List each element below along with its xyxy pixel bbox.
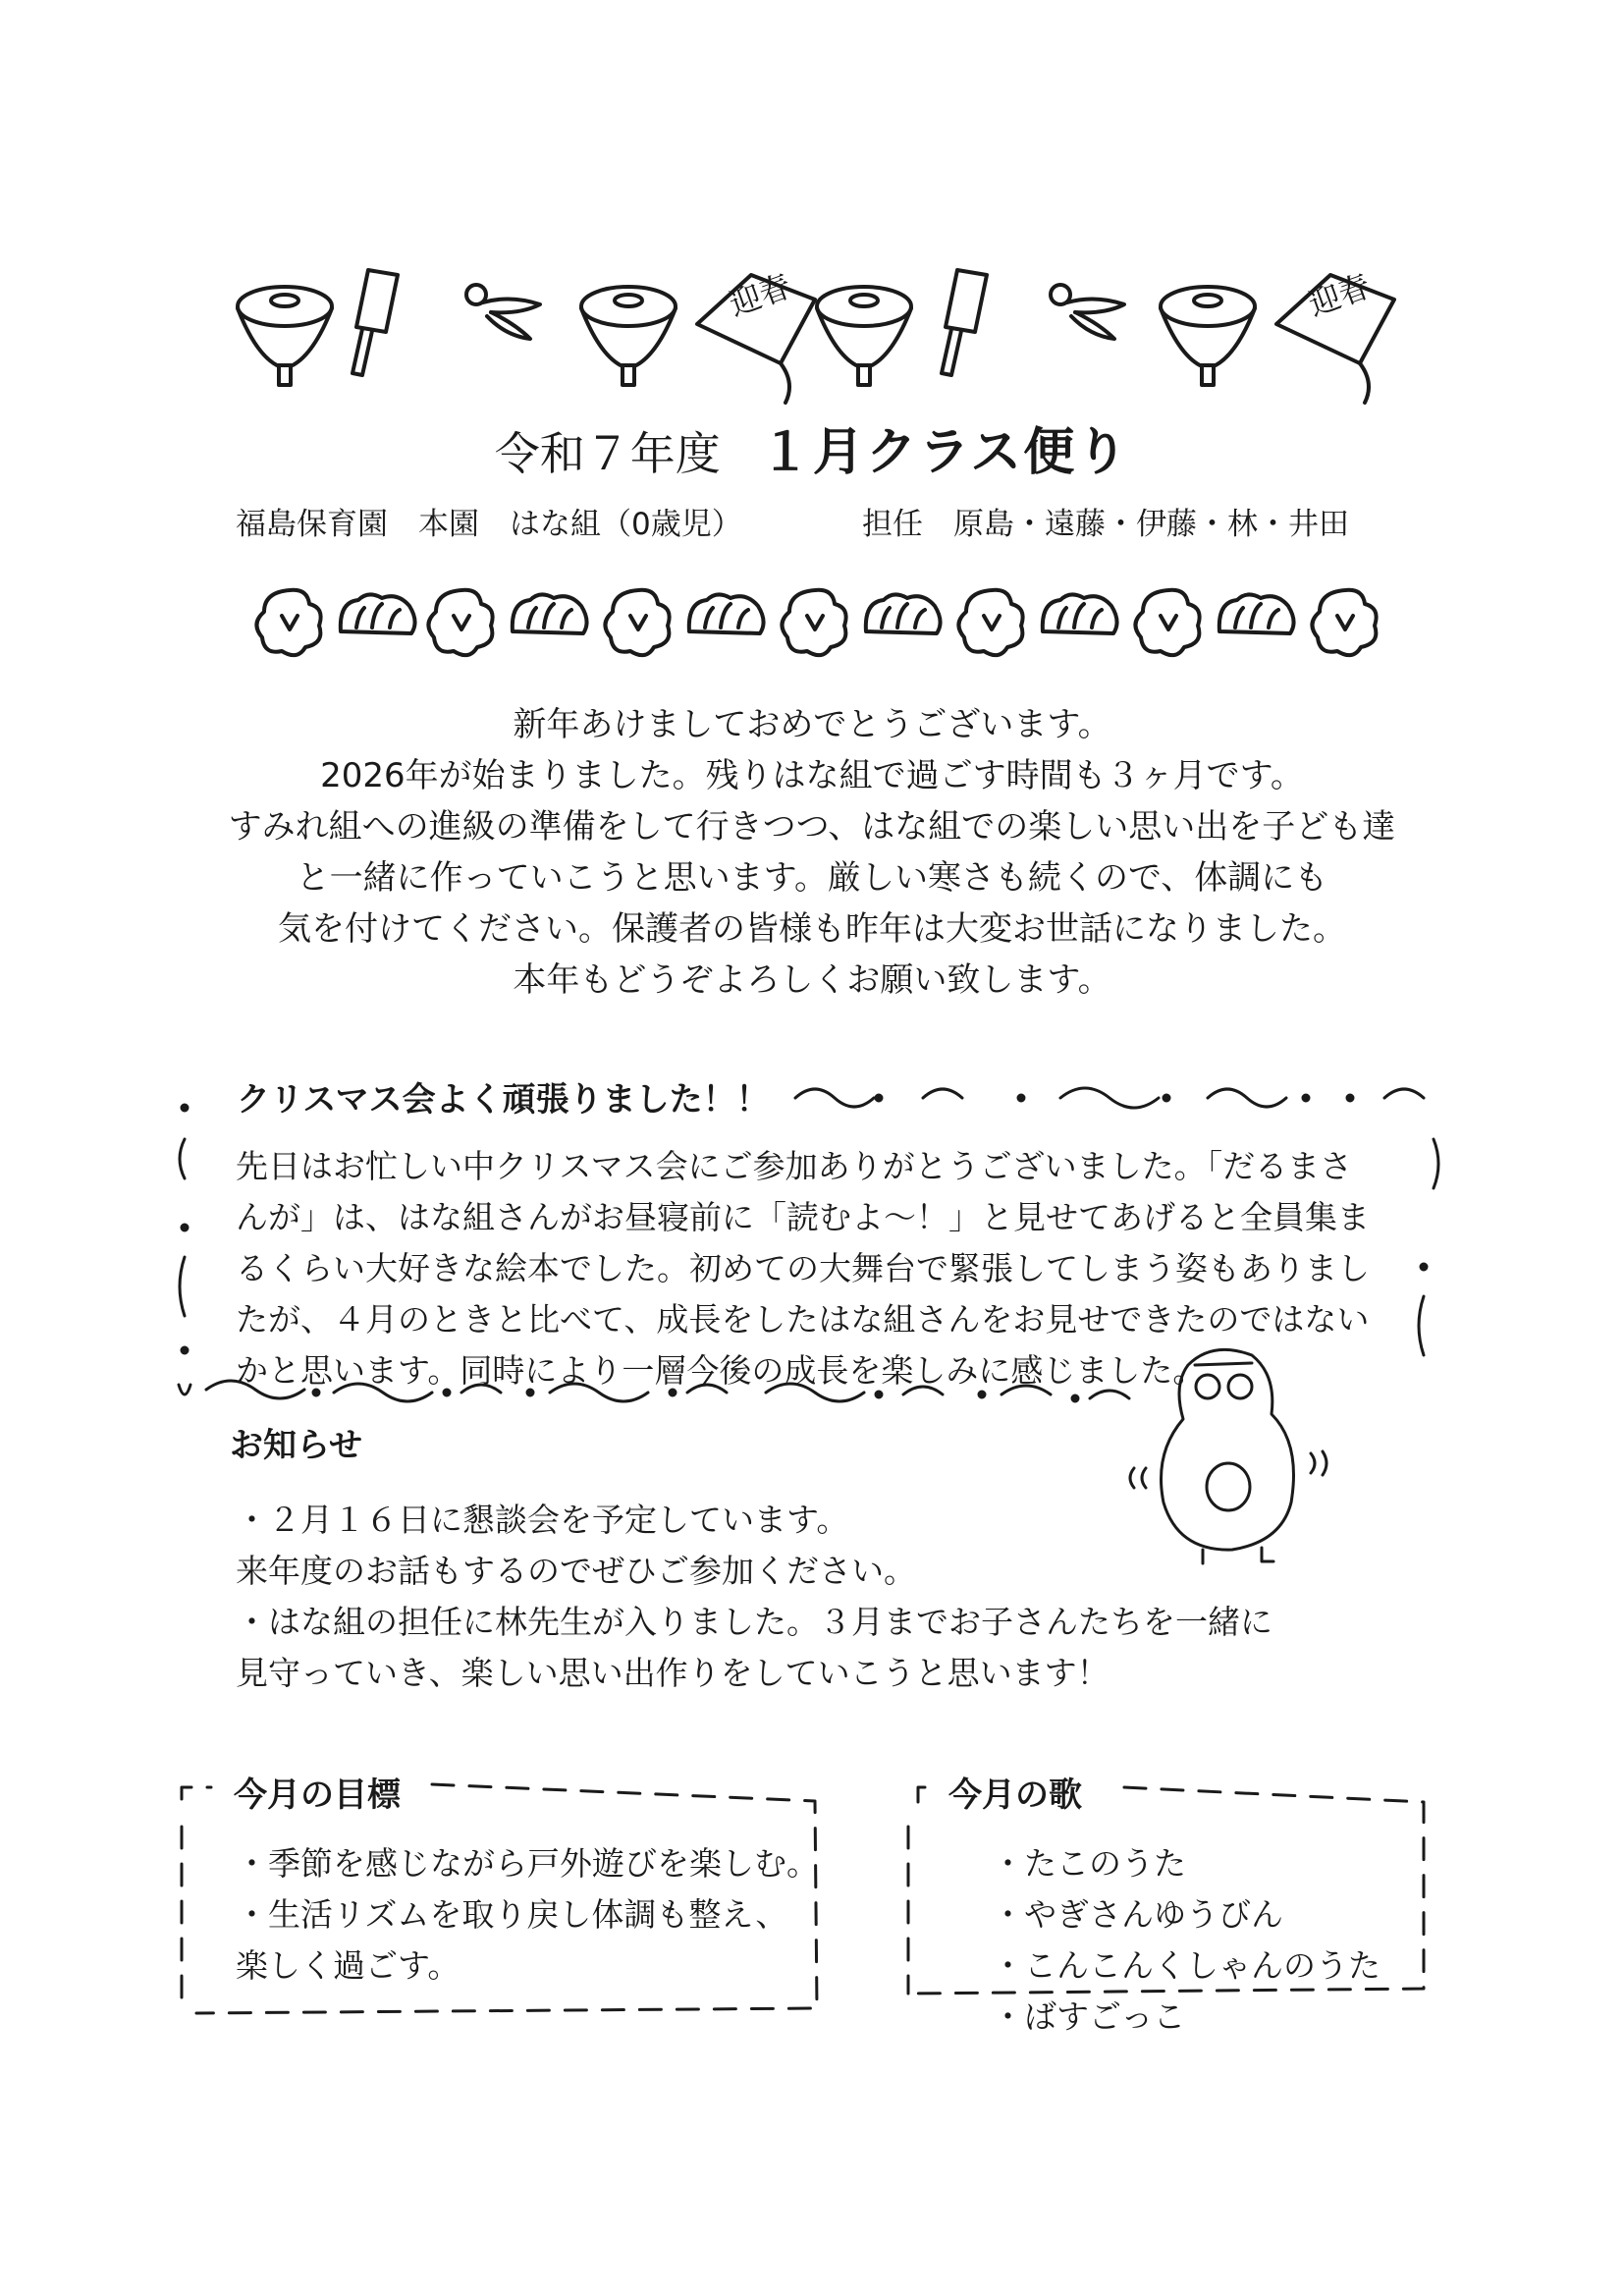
greeting-line: 2026年が始まりました。残りはな組で過ごす時間も３ヶ月です。 [320, 756, 1304, 795]
song-item: ・たこのうた [992, 1844, 1186, 1883]
plum-blossom-icon [428, 590, 492, 655]
greeting-line: 気を付けてください。保護者の皆様も昨年は大変お世話になりました。 [278, 909, 1346, 949]
greeting-line: と一緒に作っていこうと思います。厳しい寒さも続くので、体調にも [296, 858, 1328, 898]
pine-branch-icon [1043, 594, 1117, 633]
pine-branch-icon [866, 594, 941, 633]
page-title [0, 410, 1624, 484]
pine-branch-icon [1219, 594, 1294, 633]
christmas-title: クリスマス会よく頑張りました！！ [231, 1072, 776, 1121]
notice-line: 見守っていき、楽しい思い出作りをしていこうと思います！ [236, 1654, 1110, 1692]
plum-blossom-icon [605, 590, 669, 655]
spinning-top-icon [1161, 287, 1255, 385]
pine-branch-icon [689, 594, 764, 633]
songs-title: 今月の歌 [943, 1768, 1088, 1816]
hagoita-paddle-icon [352, 270, 398, 375]
newsletter-title: １月クラス便り [759, 423, 1130, 482]
plum-blossom-icon [958, 590, 1022, 655]
greeting-line: すみれ組への進級の準備をして行きつつ、はな組での楽しい思い出を子ども達 [228, 807, 1396, 847]
greeting-line: 本年もどうぞよろしくお願い致します。 [513, 960, 1111, 1000]
kite-text: 迎春 [724, 266, 796, 324]
goal-item: 楽しく過ごす。 [236, 1946, 460, 1985]
plum-blossom-icon [782, 590, 845, 655]
shuttlecock-icon [1051, 285, 1124, 339]
spinning-top-icon [238, 287, 332, 385]
notice-line: 来年度のお話もするのでぜひご参加ください。 [236, 1552, 916, 1590]
goal-item: ・季節を感じながら戸外遊びを楽しむ。 [236, 1844, 819, 1883]
plum-blossom-icon [1312, 590, 1376, 655]
nursery-class: 福島保育園 本園 はな組（0歳児） [236, 507, 742, 542]
christmas-line: んが」は、はな組さんがお昼寝前に「読むよ～！」と見せてあげると全員集ま [236, 1198, 1370, 1236]
hagoita-paddle-icon [942, 270, 987, 375]
plum-blossom-icon [256, 590, 320, 655]
christmas-line: るくらい大好きな絵本でした。初めての大舞台で緊張してしまう姿もありまし [236, 1249, 1370, 1287]
plum-blossom-icon [1135, 590, 1199, 655]
goal-item: ・生活リズムを取り戻し体調も整え、 [236, 1895, 788, 1934]
notice-title: お知らせ [230, 1418, 362, 1466]
teacher-list: 担任 原島・遠藤・伊藤・林・井田 [862, 507, 1349, 542]
kite-text: 迎春 [1303, 266, 1376, 324]
fiscal-year: 令和７年度 [494, 427, 721, 480]
notice-line: ・２月１６日に懇談会を予定しています。 [236, 1501, 849, 1539]
song-item: ・ばすごっこ [992, 1997, 1186, 2036]
greeting-line: 新年あけましておめでとうございます。 [513, 705, 1111, 744]
notice-line: ・はな組の担任に林先生が入りました。３月までお子さんたちを一緒に [236, 1603, 1272, 1641]
song-item: ・やぎさんゆうびん [992, 1895, 1283, 1934]
pine-branch-icon [341, 594, 415, 633]
christmas-line: かと思います。同時により一層今後の成長を楽しみに感じました。 [236, 1351, 1206, 1390]
christmas-line: たが、４月のときと比べて、成長をしたはな組さんをお見せできたのではない [236, 1300, 1370, 1339]
christmas-line: 先日はお忙しい中クリスマス会にご参加ありがとうございました。「だるまさ [236, 1147, 1353, 1185]
pine-branch-icon [513, 594, 587, 633]
song-item: ・こんこんくしゃんのうた [992, 1946, 1380, 1985]
spinning-top-icon [817, 287, 911, 385]
spinning-top-icon [581, 287, 676, 385]
shuttlecock-icon [466, 285, 540, 339]
goals-title: 今月の目標 [228, 1768, 406, 1816]
